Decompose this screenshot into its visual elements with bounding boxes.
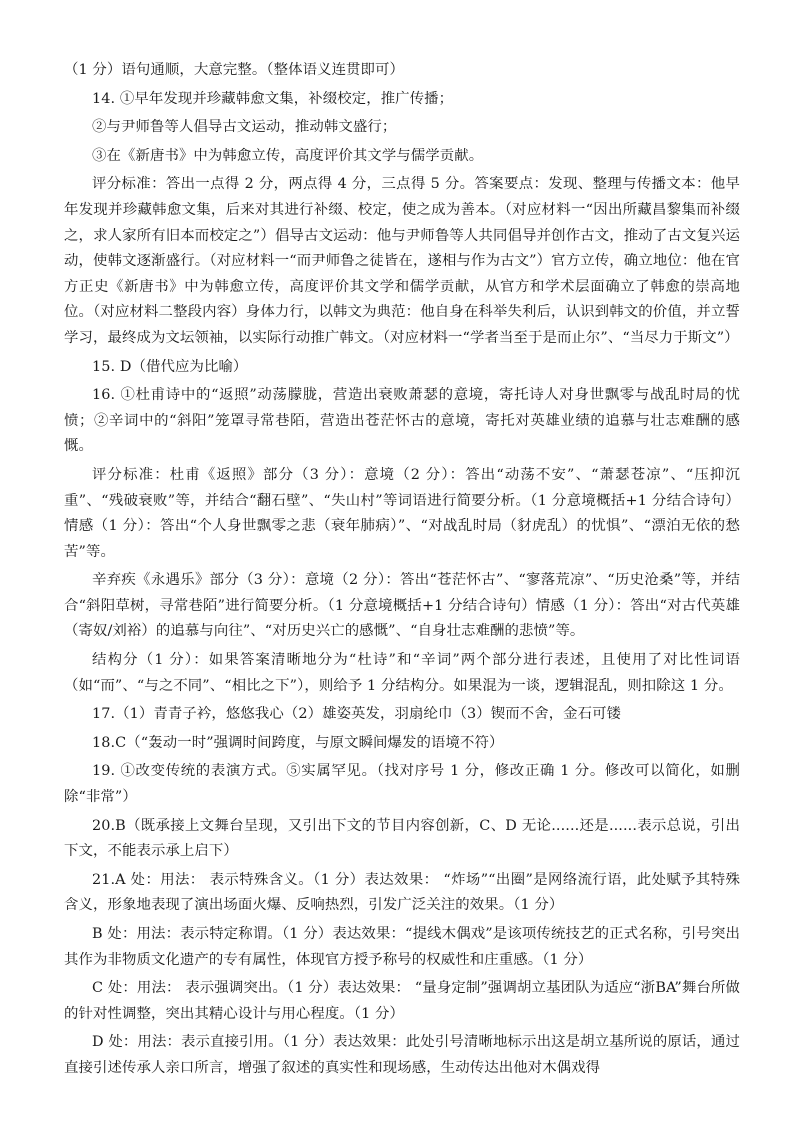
answer-18: 18.C（“轰动一时”强调时间跨度，与原文瞬间爆发的语境不符） <box>92 734 504 751</box>
answer-21-a: 21.A 处：用法： 表示特殊含义。（1 分）表达效果： “炸场”“出圈”是网络流行语，此处赋予其特殊含义，形象地表现了演出场面火爆、反响热烈，引发广泛关注的效果。（1 分） <box>64 871 740 914</box>
answer-16-scoring-du-fu: 评分标准：杜甫《返照》部分（3 分）：意境（2 分）：答出“动荡不安”、“萧瑟苍凉”、“压抑沉重”、“残破衰败”等，并结合“翻石壁”、“失山村”等词语进行简要分析。（1 分意境概括+1 分结合诗句）情感（1 分）：答出“个人身世飘零之悲（衰年肺病）”、“对战乱时局（豺虎乱）的忧惧”、“漂泊无依的愁苦”等。 <box>64 466 740 560</box>
answer-21-c: C 处：用法： 表示强调突出。（1 分）表达效果： “量身定制”强调胡立基团队为适应“浙BA”舞台所做的针对性调整，突出其精心设计与用心程度。（1 分） <box>64 980 740 1022</box>
answer-21-d: D 处：用法：表示直接引用。（1 分）表达效果：此处引号清晰地标示出这是胡立基所说的原话，通过直接引述传承人亲口所言，增强了叙述的真实性和现场感，生动传达出他对木偶戏得 <box>64 1034 740 1076</box>
answer-21-b: B 处：用法：表示特定称谓。（1 分）表达效果：“提线木偶戏”是该项传统技艺的正式名称，引号突出其作为非物质文化遗产的专有属性，体现官方授予称号的权威性和庄重感。（1 分） <box>64 926 740 968</box>
answer-14-point-3: ③在《新唐书》中为韩愈立传，高度评价其文学与儒学贡献。 <box>92 147 484 164</box>
answer-20: 20.B（既承接上文舞台呈现，又引出下文的节目内容创新，C、D 无论......还是......表示总说，引出下文，不能表示承上启下） <box>64 817 740 860</box>
answer-14-point-2: ②与尹师鲁等人倡导古文运动，推动韩文盛行； <box>92 119 397 136</box>
answer-15: 15. D（借代应为比喻） <box>92 358 248 375</box>
answer-16-scoring-xin-qiji: 辛弃疾《永遇乐》部分（3 分）：意境（2 分）：答出“苍茫怀古”、“寥落荒凉”、“历史沧桑”等，并结合“斜阳草树，寻常巷陌”进行简要分析。（1 分意境概括+1 分结合诗句）情感（1 分）：答出“对古代英雄（寄奴/刘裕）的追慕与向往”、“对历史兴亡的感慨”、“自身壮志难酬的悲愤”等。 <box>64 572 740 640</box>
paragraph-13-tail: （1 分）语句通顺，大意完整。（整体语义连贯即可） <box>64 62 405 78</box>
answer-17: 17.（1）青青子衿，悠悠我心（2）雄姿英发，羽扇纶巾（3）锲而不舍，金石可镂 <box>92 706 622 723</box>
answer-19: 19. ①改变传统的表演方式。⑤实属罕见。（找对序号 1 分，修改正确 1 分。修改可以简化，如删除“非常”） <box>64 763 740 806</box>
answer-16-scoring-structure: 结构分（1 分）：如果答案清晰地分为“杜诗”和“辛词”两个部分进行表述，且使用了对比性词语（如“而”、“与之不同”、“相比之下”），则给予 1 分结构分。如果混为一谈，逻辑混乱，则扣除这 1 分。 <box>64 652 740 694</box>
answer-14-point-1: 14. ①早年发现并珍藏韩愈文集，补缀校定，推广传播； <box>92 90 454 107</box>
answer-14-scoring: 评分标准：答出一点得 2 分，两点得 4 分，三点得 5 分。答案要点：发现、整理与传播文本：他早年发现并珍藏韩愈文集，后来对其进行补缀、校定，使之成为善本。（对应材料一“因出所藏昌黎集而补缀之，求人家所有旧本而校定之”）倡导古文运动：他与尹师鲁等人共同倡导并创作古文，推动了古文复兴运动，使韩文逐渐盛行。（对应材料一“而尹师鲁之徒皆在，遂相与作为古文”）官方立传，确立地位：他在官方正史《新唐书》中为韩愈立传，高度评价其文学和儒学贡献，从官方和学术层面确立了韩愈的崇高地位。（对应材料二整段内容）身体力行，以韩文为典范：他自身在科举失利后，认识到韩文的价值，并立誓学习，最终成为文坛领袖，以实际行动推广韩文。（对应材料一“学者当至于是而止尔”、“当尽力于斯文”） <box>64 176 740 346</box>
answer-16: 16. ①杜甫诗中的“返照”动荡朦胧，营造出衰败萧瑟的意境，寄托诗人对身世飘零与战乱时局的忧愤；②辛词中的“斜阳”笼罩寻常巷陌，营造出苍茫怀古的意境，寄托对英雄业绩的追慕与壮志难酬的感慨。 <box>64 387 740 455</box>
